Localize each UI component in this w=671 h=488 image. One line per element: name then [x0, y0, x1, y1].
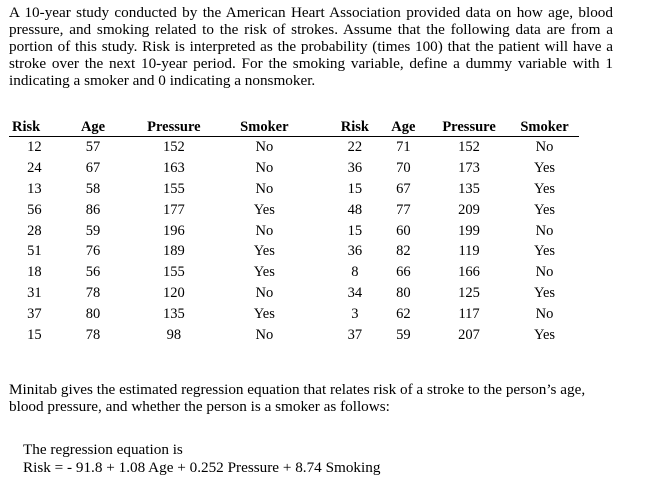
cell-age: 56: [85, 264, 101, 281]
cell-gap: [307, 262, 331, 283]
table-row: [9, 137, 579, 158]
cell-pressure: 98: [166, 326, 182, 343]
cell-risk: 37: [27, 306, 42, 323]
cell-gap: [307, 304, 331, 325]
cell-smoker: No: [255, 326, 274, 343]
cell-gap: [307, 137, 331, 158]
regression-output: [23, 441, 380, 477]
cell-age: 58: [85, 180, 101, 197]
cell-smoker: No: [535, 306, 554, 323]
cell-risk: 48: [347, 201, 363, 218]
cell-age: 59: [85, 222, 101, 239]
cell-risk: 31: [27, 285, 42, 302]
header-risk-right: Risk: [331, 116, 378, 137]
table-row: [9, 221, 579, 242]
table-row: [9, 200, 579, 221]
cell-smoker: Yes: [253, 306, 275, 323]
cell-smoker: No: [255, 138, 274, 155]
table-row: [9, 283, 579, 304]
cell-age: 60: [396, 222, 411, 239]
cell-gap: [307, 283, 331, 304]
header-smoker-right: Smoker: [510, 116, 579, 137]
header-pressure-right: Pressure: [428, 116, 510, 137]
cell-smoker: No: [535, 138, 554, 155]
cell-risk: 15: [27, 326, 42, 343]
table-row: [9, 304, 579, 325]
header-pressure-left: Pressure: [126, 116, 221, 137]
cell-smoker: No: [255, 285, 274, 302]
cell-risk: 3: [351, 306, 359, 323]
cell-pressure: 166: [458, 264, 480, 281]
cell-risk: 51: [27, 243, 42, 260]
cell-risk: 36: [347, 243, 363, 260]
cell-pressure: 163: [162, 159, 185, 176]
cell-risk: 15: [347, 180, 363, 197]
cell-risk: 12: [27, 138, 42, 155]
cell-smoker: No: [535, 222, 554, 239]
cell-risk: 34: [347, 285, 363, 302]
cell-risk: 22: [347, 138, 363, 155]
cell-smoker: Yes: [533, 159, 556, 176]
cell-gap: [307, 158, 331, 179]
cell-gap: [307, 179, 331, 200]
cell-age: 66: [396, 264, 411, 281]
header-age-right: Age: [379, 116, 429, 137]
cell-age: 67: [85, 159, 101, 176]
table-header-row: [9, 116, 579, 137]
cell-smoker: No: [255, 159, 274, 176]
cell-pressure: 152: [162, 138, 185, 155]
cell-gap: [307, 221, 331, 242]
cell-gap: [307, 241, 331, 262]
cell-age: 78: [85, 285, 101, 302]
regression-equation: Risk = - 91.8 + 1.08 Age + 0.252 Pressure + 8.74 Smoking: [23, 459, 381, 476]
cell-age: 86: [85, 201, 101, 218]
cell-age: 59: [396, 326, 411, 343]
cell-pressure: 177: [162, 201, 185, 218]
cell-risk: 8: [351, 264, 359, 281]
header-smoker-left: Smoker: [221, 116, 307, 137]
cell-age: 62: [396, 306, 411, 323]
table-row: [9, 325, 579, 346]
cell-pressure: 120: [162, 285, 185, 302]
cell-risk: 56: [27, 201, 42, 218]
cell-smoker: No: [255, 180, 274, 197]
header-gap: [307, 116, 331, 137]
stroke-risk-data-table: [9, 116, 579, 346]
cell-risk: 13: [27, 180, 42, 197]
cell-pressure: 135: [458, 180, 480, 197]
cell-age: 80: [396, 285, 411, 302]
cell-pressure: 209: [458, 201, 480, 218]
table-row: [9, 262, 579, 283]
cell-pressure: 173: [458, 159, 480, 176]
cell-risk: 37: [347, 326, 363, 343]
table-row: [9, 241, 579, 262]
regression-heading: The regression equation is: [23, 441, 183, 458]
cell-age: 82: [396, 243, 411, 260]
table-row: [9, 179, 579, 200]
cell-pressure: 155: [162, 264, 185, 281]
cell-age: 67: [396, 180, 411, 197]
cell-pressure: 119: [458, 243, 480, 260]
cell-age: 76: [85, 243, 101, 260]
cell-pressure: 199: [458, 222, 480, 239]
cell-smoker: Yes: [533, 243, 556, 260]
cell-age: 70: [396, 159, 411, 176]
cell-risk: 24: [27, 159, 42, 176]
cell-pressure: 155: [162, 180, 185, 197]
minitab-paragraph: Minitab gives the estimated regression equation that relates risk of a stroke to the person’s age, blood pressure, and whether the person is a smoker as follows:: [9, 381, 586, 415]
cell-smoker: Yes: [533, 180, 556, 197]
problem-intro-paragraph: A 10-year study conducted by the American Heart Association provided data on how age, blood pressure, and smoking related to the risk of strokes. Assume that the following data are from a portion of this study. Risk is interpreted as the probability (times 100) that the patient will have a stroke over the next 10-year period. For the smoking variable, define a dummy variable with 1 indicating a smoker and 0 indicating a nonsmoker.: [9, 4, 613, 89]
cell-smoker: Yes: [253, 243, 275, 260]
header-age-left: Age: [60, 116, 127, 137]
cell-age: 77: [396, 201, 411, 218]
cell-age: 57: [85, 138, 101, 155]
cell-risk: 15: [347, 222, 363, 239]
cell-smoker: Yes: [253, 201, 275, 218]
cell-smoker: Yes: [253, 264, 275, 281]
cell-pressure: 117: [458, 306, 480, 323]
cell-pressure: 135: [162, 306, 185, 323]
cell-smoker: Yes: [533, 326, 556, 343]
cell-age: 80: [85, 306, 101, 323]
cell-risk: 28: [27, 222, 42, 239]
cell-pressure: 196: [162, 222, 185, 239]
cell-risk: 18: [27, 264, 42, 281]
cell-smoker: Yes: [533, 285, 556, 302]
cell-smoker: Yes: [533, 201, 556, 218]
cell-pressure: 125: [458, 285, 480, 302]
cell-pressure: 189: [162, 243, 185, 260]
cell-risk: 36: [347, 159, 363, 176]
cell-pressure: 207: [458, 326, 480, 343]
table-row: [9, 158, 579, 179]
cell-age: 71: [396, 138, 411, 155]
cell-pressure: 152: [458, 138, 480, 155]
cell-smoker: No: [535, 264, 554, 281]
cell-age: 78: [85, 326, 101, 343]
cell-smoker: No: [255, 222, 274, 239]
cell-gap: [307, 325, 331, 346]
header-risk-left: Risk: [9, 116, 60, 137]
cell-gap: [307, 200, 331, 221]
